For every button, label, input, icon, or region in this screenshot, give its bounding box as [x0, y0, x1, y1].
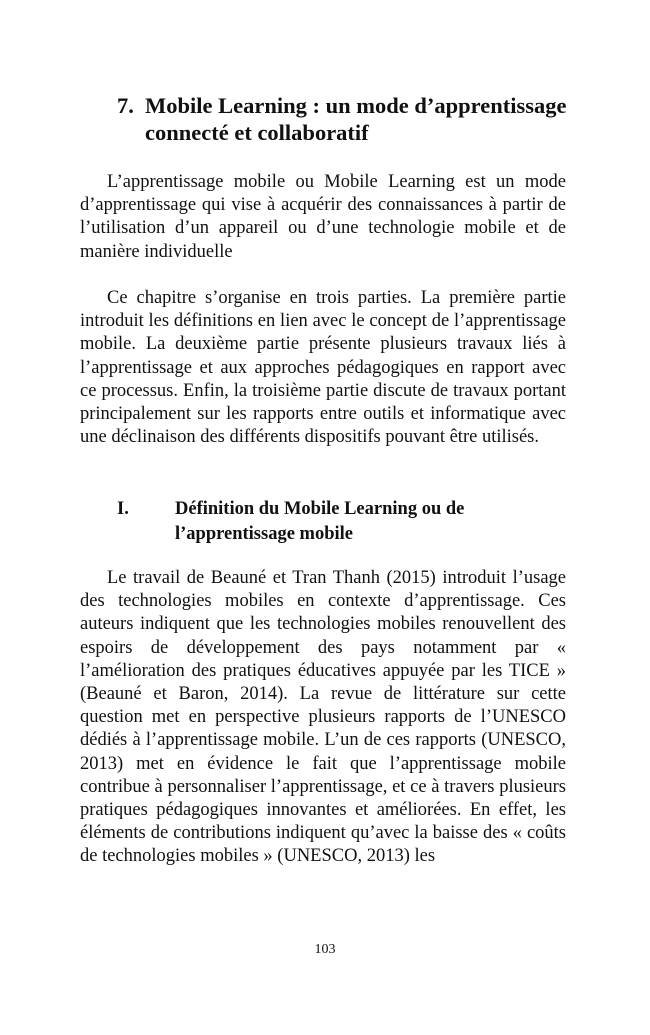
section-title: Définition du Mobile Learning ou de l’apprentissage mobile [175, 499, 465, 544]
section-heading [117, 497, 537, 547]
section-number: I. [117, 499, 129, 519]
paragraph-section-body: Le travail de Beauné et Tran Thanh (2015) introduit l’usage des technologies mobiles en contexte d’apprentissage. Ces auteurs indiquent que les technologies mobiles renouvellent des espoirs de développement des pays notamment par « l’amélioration des pratiques éducatives appuyée par les TICE » (Beauné et Baron, 2014). La revue de littérature sur cette question met en perspective plusieurs rapports de l’UNESCO dédiés à l’apprentissage mobile. L’un de ces rapports (UNESCO, 2013) met en évidence le fait que l’apprentissage mobile contribue à personnaliser l’apprentissage, et ce à travers plusieurs pratiques pédagogiques innovantes et améliorées. En effet, les éléments de contributions indiquent qu’avec la baisse des « coûts de technologies mobiles » (UNESCO, 2013) les [80, 568, 566, 867]
chapter-title: Mobile Learning : un mode d’apprentissage connecté et collaboratif [145, 93, 567, 145]
paragraph-intro: L’apprentissage mobile ou Mobile Learning est un mode d’apprentissage qui vise à acquérir des connaissances à partir de l’utilisation d’un appareil ou d’une technologie mobile et de manière individuelle [80, 172, 566, 262]
chapter-heading [117, 92, 597, 146]
page-number: 103 [314, 942, 336, 957]
chapter-number: 7. [117, 93, 134, 118]
paragraph-chapter-outline: Ce chapitre s’organise en trois parties. La première partie introduit les définitions en lien avec le concept de l’apprentissage mobile. La deuxième partie présente plusieurs travaux liés à l’apprentissage et aux approches pédagogiques en rapport avec ce processus. Enfin, la troisième partie discute de travaux portant principalement sur les rapports entre outils et informatique avec une déclinaison des différents dispositifs pouvant être utilisés. [80, 288, 566, 448]
